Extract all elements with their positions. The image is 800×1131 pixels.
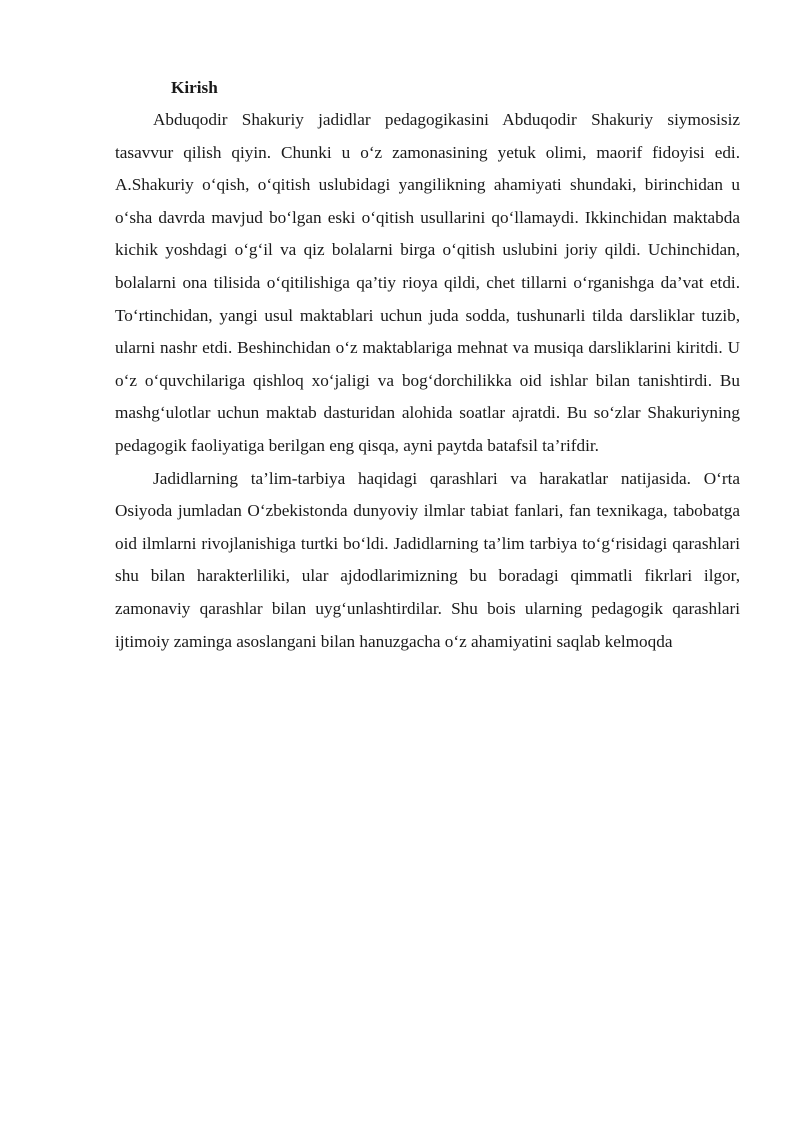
document-body bbox=[115, 72, 740, 658]
section-heading: Kirish bbox=[171, 78, 218, 97]
paragraph: Abduqodir Shakuriy jadidlar pedagogikasini Abduqodir Shakuriy siymosisiz tasavvur qilish qiyin. Chunki u o‘z zamonasining yetuk olimi, maorif fidoyisi edi. A.Shakuriy o‘qish, o‘qitish uslubidagi yangilikning ahamiyati shundaki, birinchidan u o‘sha davrda mavjud bo‘lgan eski o‘qitish usullarini qo‘llamaydi. Ikkinchidan maktabda kichik yoshdagi o‘g‘il va qiz bolalarni birga o‘qitish uslubini joriy qildi. Uchinchidan, bolalarni ona tilisida o‘qitilishiga qa’tiy rioya qildi, chet tillarni o‘rganishga da’vat etdi. To‘rtinchidan, yangi usul maktablari uchun juda sodda, tushunarli tilda darsliklar tuzib, ularni nashr etdi. Beshinchidan o‘z maktablariga mehnat va musiqa darsliklarini kiritdi. U o‘z o‘quvchilariga qishloq xo‘jaligi va bog‘dorchilikka oid ishlar bilan tanishtirdi. Bu mashg‘ulotlar uchun maktab dasturidan alohida soatlar ajratdi. Bu so‘zlar Shakuriyning pedagogik faoliyatiga berilgan eng qisqa, ayni paytda batafsil ta’rifdir. bbox=[115, 110, 740, 455]
paragraph: Jadidlarning ta’lim-tarbiya haqidagi qarashlari va harakatlar natijasida. O‘rta Osiyoda jumladan O‘zbekistonda dunyoviy ilmlar tabiat fanlari, fan texnikaga, tabobatga oid ilmlarni rivojlanishiga turtki bo‘ldi. Jadidlarning ta’lim tarbiya to‘g‘risidagi qarashlari shu bilan harakterliliki, ular ajdodlarimizning bu boradagi qimmatli fikrlari ilgor, zamonaviy qarashlar bilan uyg‘unlashtirdilar. Shu bois ularning pedagogik qarashlari ijtimoiy zaminga asoslangani bilan hanuzgacha o‘z ahamiyatini saqlab kelmoqda bbox=[115, 468, 740, 651]
